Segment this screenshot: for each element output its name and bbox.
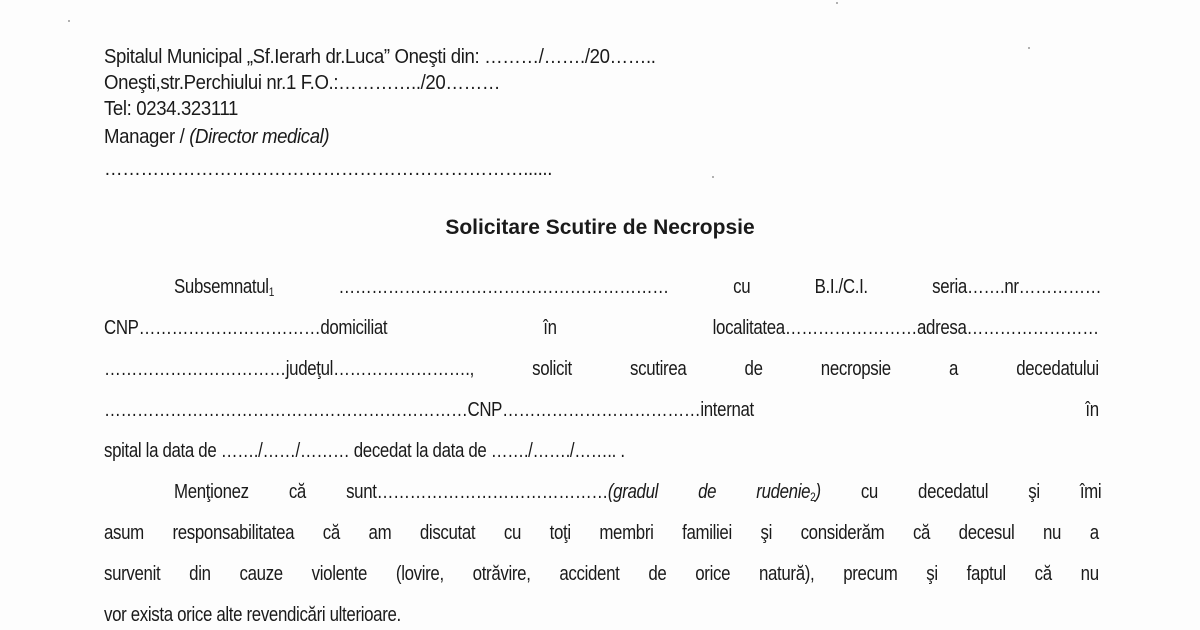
footnote-2: 2	[810, 490, 816, 504]
body-line-1	[174, 276, 1101, 299]
body-line-6	[174, 481, 1101, 504]
body-line-8: survenit din cauze violente (lovire, otrăvire, accident de orice natură), precum şi faptul că nu	[104, 563, 1099, 585]
scan-speck	[712, 176, 714, 178]
manager-line	[104, 126, 329, 149]
manager-label: Manager /	[104, 126, 190, 148]
body-line-9: vor exista orice alte revendicări ulterioare.	[104, 604, 401, 626]
body-line-7: asum responsabilitatea că am discutat cu toţi membri familiei şi considerăm că decesul nu a	[104, 522, 1099, 544]
id-fields: …………………………………………………… cu B.I./C.I. seria…….nr……………	[274, 276, 1102, 298]
address-line: Oneşti,str.Perchiului nr.1 F.O.:…………../20………	[104, 72, 501, 94]
footnote-1: 1	[268, 285, 275, 299]
relation-tail: cu decedatul şi îmi	[820, 481, 1102, 503]
body-line-2: CNP……………………………domiciliat în localitatea……………………adresa……………………	[104, 317, 1099, 339]
relation-hint: (gradul de rudenie	[607, 481, 811, 503]
signature-dots: ……………………………………………………………......	[104, 158, 553, 180]
body-line-5: spital la data de ……./……/……… decedat la data de ……./……./…….. .	[104, 440, 625, 462]
director-label: (Director medical)	[189, 126, 330, 148]
relation-field: Menţionez că sunt……………………………………	[174, 481, 608, 503]
hospital-header-line: Spitalul Municipal „Sf.Ierarh dr.Luca” Oneşti din: ………/……./20……..	[104, 46, 656, 68]
relation-hint-close: )	[815, 481, 821, 503]
body-line-3: ……………………………judeţul……………………., solicit scutirea de necropsie a decedatului	[104, 358, 1099, 380]
scan-speck	[836, 2, 838, 4]
subsemnatul-label: Subsemnatul	[174, 276, 269, 298]
scan-speck	[1028, 47, 1030, 49]
phone-line: Tel: 0234.323111	[104, 98, 239, 120]
body-line-4: …………………………………………………………CNP………………………………internat în	[104, 399, 1099, 421]
scan-speck	[68, 20, 70, 22]
document-title: Solicitare Scutire de Necropsie	[445, 216, 755, 239]
